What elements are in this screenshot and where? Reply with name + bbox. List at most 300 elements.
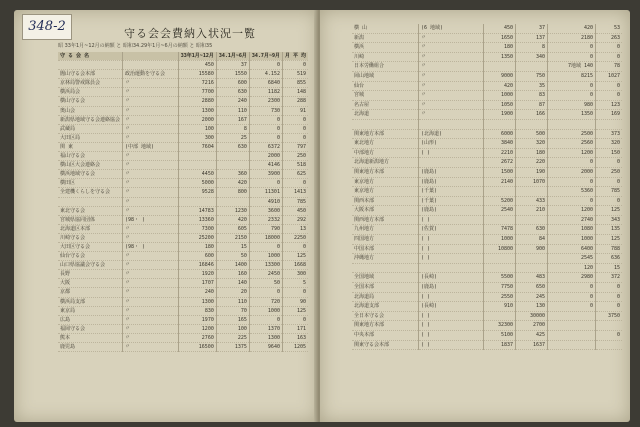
table-cell: 7700 [178,88,216,97]
table-cell: 〃 [123,152,179,161]
table-cell: 新潟県地域守る会連絡協会 [58,115,123,124]
table-cell: 0 [548,91,596,101]
table-cell: 3750 [596,311,622,321]
table-cell: 仙台守る会 [58,252,123,261]
table-cell: 6000 [484,129,516,139]
table-row [352,43,622,53]
table-cell: 13 [282,224,308,233]
table-cell: 関東地方本部 [352,167,419,177]
table-cell: 630 [516,225,548,235]
table-cell: 〃 [123,188,179,197]
table-cell: 関 東 [58,142,123,151]
table-row [58,261,308,270]
table-cell: 420 [216,215,249,224]
table-cell: 135 [596,225,622,235]
table-cell [484,215,516,225]
table-cell: 2540 [484,206,516,216]
table-cell: 0 [596,91,622,101]
table-cell: 2740 [548,215,596,225]
table-cell: 2150 [216,233,249,242]
table-cell: 110 [216,297,249,306]
table-cell: 東北地方 [352,139,419,149]
table-cell: 川崎守る会 [58,233,123,242]
table-cell [123,61,179,70]
table-cell: 1050 [484,100,516,110]
table-cell: (千葉) [419,196,484,206]
table-cell [548,340,596,350]
table-cell: (鹿島) [419,177,484,187]
table-cell: 605 [216,224,249,233]
table-row [58,233,308,242]
table-row [58,206,308,215]
table-row [58,88,308,97]
table-cell: 100 [178,124,216,133]
table-row [58,142,308,151]
table-cell: (98・ ) [123,215,179,224]
table-cell: 6372 [249,142,282,151]
table-cell: 288 [282,97,308,106]
table-cell: 450 [484,24,516,33]
table-cell: 〃 [123,270,179,279]
table-row [58,333,308,342]
table-cell: 〃 [123,170,179,179]
table-cell: 150 [596,148,622,158]
table-cell: 3900 [249,170,282,179]
table-cell: 518 [282,161,308,170]
table-cell: 2700 [516,321,548,331]
table-cell: 35 [516,81,548,91]
table-cell [484,254,516,264]
table-cell: 2500 [548,129,596,139]
table-row [352,158,622,168]
table-cell: 7300 [178,224,216,233]
table-cell: 0 [548,177,596,187]
table-cell: 岡山地域 [352,71,419,81]
table-cell: 16846 [178,261,216,270]
table-cell: 343 [596,215,622,225]
table-header-cell [123,52,179,61]
table-cell: 2545 [548,254,596,264]
table-cell: 〃 [123,288,179,297]
table-cell: 0 [596,158,622,168]
table-cell: 横 山 [352,24,419,33]
table-cell: 関東守る会本部 [352,340,419,350]
table-row [352,167,622,177]
table-cell: 北海道新潟地方 [352,158,419,168]
table-cell: 50 [216,252,249,261]
table-cell: 横浜局支部 [58,297,123,306]
table-cell: 32300 [484,321,516,331]
table-cell: 13360 [178,215,216,224]
table-cell: 宮城 [352,91,419,101]
table-cell: 〃 [123,306,179,315]
table-cell: 37 [216,61,249,70]
table-cell: 87 [516,100,548,110]
table-row [352,292,622,302]
table-cell: 9528 [178,188,216,197]
table-cell: 980 [548,100,596,110]
table-cell: 420 [216,179,249,188]
table-cell: 1300 [249,333,282,342]
table-cell: 〃 [419,110,484,120]
document-title: 守る会会費納入状況一覧 [124,27,256,40]
table-cell: 1070 [516,177,548,187]
table-cell: 1027 [596,71,622,81]
table-cell: 360 [216,170,249,179]
table-cell: (長崎) [419,273,484,283]
table-cell: 1080 [548,225,596,235]
table-cell: ( ) [419,244,484,254]
table-cell: 70 [216,306,249,315]
table-cell: 0 [282,242,308,251]
table-cell: 785 [282,197,308,206]
table-cell: 16500 [178,343,216,352]
table-cell [484,263,516,273]
table-cell: (鹿島) [419,283,484,293]
table-row [352,62,622,72]
table-cell: 1200 [548,148,596,158]
table-cell: 1182 [249,88,282,97]
table-cell: 奥山会 [58,106,123,115]
table-cell: 519 [282,70,308,79]
table-cell: (千葉) [419,187,484,197]
table-cell [484,119,516,129]
table-cell: 東京局 [58,306,123,315]
table-cell: 123 [596,100,622,110]
table-row [352,321,622,331]
table-cell: 1375 [216,343,249,352]
table-cell: 〃 [123,88,179,97]
table-cell: 1000 [484,91,516,101]
table-cell: 〃 [123,333,179,342]
table-cell: 2332 [249,215,282,224]
table-cell: 292 [282,215,308,224]
table-cell [419,119,484,129]
table-row [352,311,622,321]
table-cell: 2140 [484,177,516,187]
table-cell: 2672 [484,158,516,168]
table-cell: 広島 [58,315,123,324]
table-cell: 169 [596,110,622,120]
table-cell: 600 [178,252,216,261]
table-row [352,225,622,235]
table-cell: ( ) [419,340,484,350]
table-cell: 180 [484,43,516,53]
table-cell: 〃 [419,71,484,81]
table-cell: 9000 [484,71,516,81]
table-cell: ( ) [419,321,484,331]
table-row [58,279,308,288]
table-row [352,302,622,312]
table-cell: 川崎 [352,52,419,62]
table-cell: 山口県協議会守る会 [58,261,123,270]
table-cell [352,263,419,273]
table-cell: 7216 [178,79,216,88]
table-cell [178,152,216,161]
table-cell: 〃 [123,297,179,306]
table-row [352,110,622,120]
table-row [352,263,622,273]
table-cell: 大田区守る会 [58,242,123,251]
table-cell: 5500 [484,273,516,283]
table-cell: 〃 [419,62,484,72]
table-cell: 0 [282,115,308,124]
table-cell: 〃 [419,52,484,62]
table-cell: 125 [282,252,308,261]
table-cell: 京林局警戒隊員会 [58,79,123,88]
table-cell: 910 [484,302,516,312]
table-cell: ( ) [419,331,484,341]
table-cell: 220 [516,158,548,168]
table-cell: 〃 [419,33,484,43]
table-row [58,79,308,88]
table-cell: 横浜局会 [58,88,123,97]
table-cell: 0 [249,124,282,133]
table-cell: 2560 [548,139,596,149]
table-cell [419,263,484,273]
table-cell: 〃 [123,133,179,142]
table-cell: 650 [516,283,548,293]
table-cell: 245 [516,292,548,302]
table-cell: (98・ ) [123,242,179,251]
table-cell [516,119,548,129]
table-cell: 熊本 [58,333,123,342]
table-cell: 13300 [249,261,282,270]
table-cell: 300 [178,133,216,142]
table-cell: 0 [249,133,282,142]
table-cell [178,197,216,206]
table-cell: 320 [596,139,622,149]
table-row [58,252,308,261]
table-cell: 1707 [178,279,216,288]
table-cell: 0 [596,43,622,53]
table-row [352,177,622,187]
table-cell: 〃 [123,106,179,115]
table-cell: 78 [596,62,622,72]
table-row [352,119,622,129]
table-cell: 5 [282,279,308,288]
table-row [58,242,308,251]
table-cell: ( ) [419,311,484,321]
table-cell: 750 [516,71,548,81]
table-cell [58,197,123,206]
table-cell: 2980 [548,273,596,283]
table-cell: 北海道局 [352,292,419,302]
table-cell: (鹿島) [419,167,484,177]
table-cell [548,311,596,321]
table-cell: 〃 [419,100,484,110]
table-cell: 148 [282,88,308,97]
table-row [58,106,308,115]
table-cell: 1400 [216,261,249,270]
table-cell: 730 [249,106,282,115]
table-cell: 横浜 [352,43,419,53]
table-cell [548,331,596,341]
table-row [58,306,308,315]
table-cell: 3840 [484,139,516,149]
table-cell: 797 [282,142,308,151]
table-cell: 長野 [58,270,123,279]
table-cell: 北海道 [352,110,419,120]
table-header-cell: 34.7月~9月 [249,52,282,61]
table-cell: 790 [249,224,282,233]
table-cell: 仙台 [352,81,419,91]
left-ledger-table [58,52,308,352]
table-cell: 新潟 [352,33,419,43]
table-cell: 福岡守る会 [58,324,123,333]
table-cell: 8 [516,43,548,53]
table-cell: 433 [516,196,548,206]
table-cell: 0 [282,124,308,133]
table-row [58,115,308,124]
table-cell: 180 [516,148,548,158]
table-cell: 7478 [484,225,516,235]
table-cell: 〃 [123,315,179,324]
table-cell: 37 [516,24,548,33]
table-cell: 0 [548,52,596,62]
table-row [352,331,622,341]
table-row [58,270,308,279]
table-cell: 全建機くらしを守る会 [58,188,123,197]
table-cell: 4450 [178,170,216,179]
table-cell: 〃 [123,97,179,106]
table-cell: 1668 [282,261,308,270]
left-ledger-header [58,52,308,61]
table-cell: 0 [596,302,622,312]
table-cell: 5100 [484,331,516,341]
table-cell: 7750 [484,283,516,293]
table-row [352,71,622,81]
table-cell [484,187,516,197]
table-cell: 240 [216,97,249,106]
table-cell: 0 [282,61,308,70]
table-cell: 180 [178,242,216,251]
table-cell: 武蔵局 [58,124,123,133]
table-cell: 1370 [249,324,282,333]
table-cell: 〃 [419,91,484,101]
table-cell: 日本労働組合 [352,62,419,72]
table-cell: 1650 [484,33,516,43]
table-header-cell: 34.1月~6月 [216,52,249,61]
table-cell: 沖縄地方 [352,254,419,264]
table-cell: 1200 [548,206,596,216]
table-cell: 900 [516,244,548,254]
table-cell: 420 [484,81,516,91]
table-cell: 210 [516,206,548,216]
table-cell [484,62,516,72]
table-cell: 0 [249,288,282,297]
table-cell: 〃 [123,233,179,242]
table-header-cell: 月 平 均 [282,52,308,61]
table-cell: 1230 [216,206,249,215]
table-cell: 14783 [178,206,216,215]
table-cell: 1000 [249,306,282,315]
table-row [58,197,308,206]
table-cell: (6 地域) [419,24,484,33]
table-cell: 2300 [249,97,282,106]
table-cell: 大阪本部 [352,206,419,216]
table-row [58,288,308,297]
table-cell: 4.152 [249,70,282,79]
table-cell: 1000 [548,235,596,245]
table-row [352,33,622,43]
table-cell: 450 [178,61,216,70]
table-cell: 250 [282,152,308,161]
table-cell: 1970 [178,315,216,324]
table-cell [596,340,622,350]
table-cell: 〃 [123,279,179,288]
table-cell: (北海道) [419,129,484,139]
table-cell: 25200 [178,233,216,242]
table-cell: 1500 [484,167,516,177]
table-cell: 320 [516,139,548,149]
table-cell: 関東地方本部 [352,129,419,139]
table-cell: 〃 [123,179,179,188]
table-cell: 1300 [178,106,216,115]
table-cell: 225 [216,333,249,342]
table-row [352,100,622,110]
table-row [58,170,308,179]
table-cell: 250 [596,167,622,177]
table-cell: 373 [596,129,622,139]
table-cell: 〃 [123,124,179,133]
table-cell: 4910 [249,197,282,206]
table-cell: 125 [596,235,622,245]
table-cell: 630 [216,88,249,97]
table-cell: 1000 [249,252,282,261]
table-cell: 0 [596,52,622,62]
table-row [352,235,622,245]
table-cell: 2180 [548,33,596,43]
table-cell: 0 [596,177,622,187]
table-row [352,206,622,216]
table-row [58,188,308,197]
table-cell: 7604 [178,142,216,151]
table-cell: 2880 [178,97,216,106]
right-ledger-body [352,24,622,350]
table-cell: 1300 [178,297,216,306]
table-row [58,61,308,70]
table-cell: (中部 地域) [123,142,179,151]
table-cell: 160 [216,270,249,279]
table-cell: 18000 [249,233,282,242]
table-row [352,139,622,149]
document-subtitle: 昭 33年1月~12月の納額 と 昭和34.29年1月~6月の納額 と 昭和35 [58,43,213,49]
table-row [352,91,622,101]
table-row [352,215,622,225]
table-cell: 2550 [484,292,516,302]
table-cell: 0 [282,315,308,324]
table-cell: 720 [249,297,282,306]
table-cell: 0 [548,292,596,302]
table-cell: 25 [216,133,249,142]
table-row [352,129,622,139]
table-cell: 2000 [548,167,596,177]
table-cell: 83 [516,91,548,101]
table-row [352,52,622,62]
table-cell: 84 [516,235,548,245]
table-header-row [58,52,308,61]
table-cell [516,62,548,72]
table-cell: 0 [596,81,622,91]
table-row [58,161,308,170]
table-cell: ( ) [419,148,484,158]
table-cell: 1350 [484,52,516,62]
table-row [58,315,308,324]
table-cell: 340 [516,52,548,62]
right-ledger-table [352,24,622,350]
table-cell: 〃 [123,324,179,333]
